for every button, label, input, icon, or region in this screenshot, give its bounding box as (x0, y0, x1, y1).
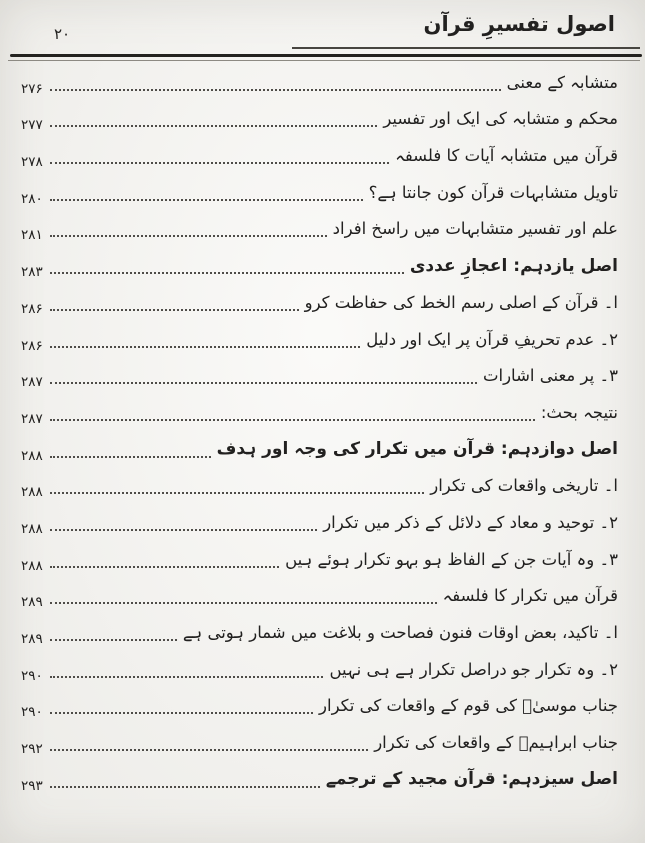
toc-entry (0, 394, 645, 431)
toc-entry-title: ا۔ تاریخی واقعات کی تکرار (430, 476, 618, 496)
toc-entry (0, 614, 645, 651)
toc-entry-title: تاویل متشابہات قرآن کون جانتا ہے؟ (368, 182, 618, 202)
toc-entry (0, 578, 645, 615)
toc-entry (0, 651, 645, 688)
toc-entry (0, 247, 645, 284)
toc-entry-title: اصل دوازدہم: قرآن میں تکرار کی وجہ اور ہدف (216, 439, 618, 460)
toc-entry-title: جناب ابراہیمؑ کے واقعات کی تکرار (374, 733, 618, 753)
dotted-leader (50, 89, 501, 91)
toc-entry-title: متشابہ کے معنی (506, 72, 618, 92)
dotted-leader (50, 162, 389, 164)
dotted-leader (50, 309, 299, 311)
dotted-leader (50, 199, 363, 201)
dotted-leader (50, 566, 279, 568)
toc-entry-page-number: ۲۸۶ (21, 300, 43, 317)
toc-entry-page-number: ۲۹۳ (21, 777, 43, 794)
toc-entry (0, 101, 645, 138)
dotted-leader (50, 676, 324, 678)
toc-entry (0, 761, 645, 798)
toc-entry-title: قرآن میں تکرار کا فلسفہ (442, 586, 618, 606)
dotted-leader (50, 382, 477, 384)
dotted-leader (50, 749, 368, 751)
toc-entry (0, 321, 645, 358)
table-of-contents (0, 64, 645, 798)
toc-entry-page-number: ۲۷۸ (21, 154, 43, 171)
toc-entry-title: ۳۔ وہ آیات جن کے الفاظ ہو بہو تکرار ہوئے ہیں (285, 549, 618, 569)
toc-entry-page-number: ۲۸۸ (21, 557, 43, 574)
toc-entry-page-number: ۲۸۰ (21, 190, 43, 207)
toc-entry-page-number: ۲۷۷ (21, 117, 43, 134)
toc-entry-page-number: ۲۸۸ (21, 484, 43, 501)
toc-entry-page-number: ۲۹۲ (21, 741, 43, 758)
toc-entry-page-number: ۲۸۷ (21, 410, 43, 427)
toc-entry-title: علم اور تفسیر متشابہات میں راسخ افراد (332, 219, 618, 239)
toc-entry (0, 504, 645, 541)
toc-entry-title: ۲۔ وہ تکرار جو دراصل تکرار ہے ہی نہیں (329, 659, 618, 679)
toc-entry-page-number: ۲۸۳ (21, 264, 43, 281)
toc-entry-page-number: ۲۸۱ (21, 227, 43, 244)
dotted-leader (50, 272, 404, 274)
toc-entry-title: ۳۔ پر معنی اشارات (482, 366, 618, 386)
toc-entry (0, 541, 645, 578)
dotted-leader (50, 786, 320, 788)
dotted-leader (50, 235, 327, 237)
toc-entry (0, 284, 645, 321)
toc-entry (0, 358, 645, 395)
toc-entry-title: قرآن میں متشابہ آیات کا فلسفہ (395, 146, 618, 166)
toc-entry-title: ا۔ قرآن کے اصلی رسم الخط کی حفاظت کرو (304, 292, 618, 312)
dotted-leader (50, 602, 437, 604)
book-title: اصول تفسیرِ قرآن (423, 12, 615, 36)
toc-entry (0, 468, 645, 505)
toc-entry (0, 174, 645, 211)
toc-entry (0, 64, 645, 101)
toc-entry-page-number: ۲۸۹ (21, 594, 43, 611)
toc-entry (0, 211, 645, 248)
dotted-leader (50, 492, 424, 494)
header-rule-thick (10, 54, 642, 57)
toc-entry-page-number: ۲۹۰ (21, 667, 43, 684)
toc-entry (0, 688, 645, 725)
toc-entry-title: نتیجہ بحث: (540, 402, 618, 422)
toc-entry-page-number: ۲۹۰ (21, 704, 43, 721)
header-rule-thin (8, 60, 640, 61)
toc-entry (0, 137, 645, 174)
toc-entry-page-number: ۲۸۸ (21, 447, 43, 464)
toc-entry-title: اصل یازدہم: اعجازِ عددی (409, 255, 618, 276)
dotted-leader (50, 125, 378, 127)
toc-entry (0, 724, 645, 761)
dotted-leader (50, 712, 313, 714)
dotted-leader (50, 419, 535, 421)
folio-page-number: ۲۰ (54, 25, 71, 43)
toc-entry (0, 431, 645, 468)
dotted-leader (50, 639, 177, 641)
dotted-leader (50, 529, 317, 531)
toc-entry-title: اصل سیزدہم: قرآن مجید کے ترجمے (325, 769, 618, 790)
dotted-leader (50, 456, 211, 458)
title-underline-rule (292, 47, 640, 49)
toc-entry-page-number: ۲۸۶ (21, 337, 43, 354)
toc-entry-title: ۲۔ عدم تحریفِ قرآن پر ایک اور دلیل (366, 329, 618, 349)
toc-entry-page-number: ۲۸۸ (21, 520, 43, 537)
toc-entry-title: ۲۔ توحید و معاد کے دلائل کے ذکر میں تکرار (323, 512, 618, 532)
toc-entry-page-number: ۲۷۶ (21, 80, 43, 97)
toc-entry-page-number: ۲۸۹ (21, 631, 43, 647)
toc-entry-title: ا۔ تاکید، بعض اوقات فنون فصاحت و بلاغت میں شمار ہوتی ہے (182, 623, 618, 643)
toc-entry-page-number: ۲۸۷ (21, 374, 43, 391)
toc-entry-title: محکم و متشابہ کی ایک اور تفسیر (383, 109, 618, 129)
dotted-leader (50, 346, 361, 348)
toc-entry-title: جناب موسیٰؑ کی قوم کے واقعات کی تکرار (319, 696, 618, 716)
